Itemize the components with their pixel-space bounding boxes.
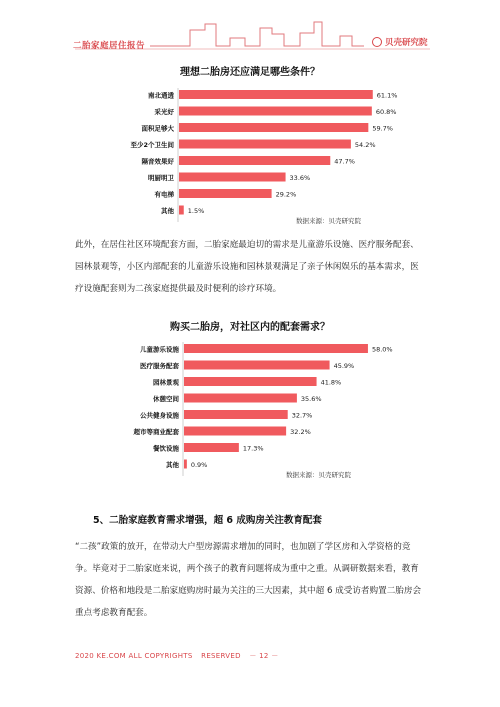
chart1-value-label: 33.6% [289, 174, 311, 182]
chart2-value-label: 45.9% [333, 362, 355, 370]
shell-logo-icon [372, 37, 382, 47]
chart2-value-label: 32.2% [290, 428, 311, 436]
chart2-category-label: 医疗服务配套 [140, 362, 179, 370]
chart2-title: 购买二胎房，对社区内的配套需求？ [170, 322, 330, 333]
chart2-bar [184, 361, 330, 370]
chart1-category-label: 其他 [161, 207, 174, 215]
section-heading-education: 5、二胎家庭教育需求增强，超 6 成购房关注教育配套 [93, 515, 322, 526]
footer-copyright: 2020 KE.COM ALL COPYRIGHTS [75, 652, 193, 660]
paragraph-community-facilities: 此外，在居住社区环境配套方面，二胎家庭最迫切的需求是儿童游乐设施、医疗服务配套、园林景观等，小区内部配套的儿童游乐设施和园林景观满足了亲子休闲娱乐的基本需求，医疗设施配套则为二孩家庭提供最及时便利的诊疗环境。 [75, 240, 419, 294]
chart2-bars [0, 340, 500, 485]
chart2-bar [184, 410, 288, 419]
chart1-category-label: 明厨明卫 [148, 174, 174, 182]
chart2-value-label: 41.8% [320, 378, 342, 387]
chart2-category-label: 公共健身设施 [140, 411, 179, 420]
chart2-category-label: 超市等商业配套 [133, 428, 179, 436]
chart1-title: 理想二胎房还应满足哪些条件？ [180, 67, 320, 78]
footer-reserved: RESERVED [201, 652, 241, 660]
chart1-bar [179, 189, 272, 198]
report-header [0, 0, 500, 60]
chart2-bar [184, 460, 187, 469]
chart2-bar [184, 427, 286, 436]
chart1-bars [0, 86, 500, 231]
chart2-category-label: 其他 [166, 461, 179, 469]
chart2-source: 数据来源：贝壳研究院 [286, 471, 351, 479]
chart1-category-label: 南北通透 [148, 91, 174, 100]
chart1-category-label: 有电梯 [154, 190, 174, 199]
chart1-category-label: 面积足够大 [141, 124, 174, 133]
chart1-category-label: 采光好 [154, 108, 174, 116]
chart1-bar [179, 206, 184, 215]
chart1-bar [179, 107, 372, 116]
chart2-category-label: 餐饮设施 [153, 444, 179, 453]
chart1-value-label: 60.8% [375, 108, 397, 116]
chart2-category-label: 休憩空间 [153, 395, 179, 403]
chart2-bar [184, 443, 239, 452]
report-title: 二胎家庭居住报告 [73, 41, 146, 51]
chart2-category-label: 园林景观 [153, 378, 179, 387]
chart1-value-label: 54.2% [354, 141, 376, 149]
chart1-value-label: 61.1% [376, 91, 398, 100]
chart1-bar [179, 156, 330, 165]
chart2-value-label: 35.6% [300, 395, 322, 403]
chart1-value-label: 59.7% [372, 124, 393, 133]
chart1-category-label: 至少2个卫生间 [130, 141, 174, 149]
page-number: － 12 － [249, 652, 279, 660]
chart2-value-label: 58.0% [371, 345, 393, 354]
chart1-bar [179, 90, 373, 99]
chart1-source: 数据来源：贝壳研究院 [296, 217, 361, 225]
chart2-value-label: 32.7% [291, 411, 313, 420]
brand-name: 贝壳研究院 [385, 38, 428, 48]
chart1-category-label: 隔音效果好 [141, 157, 174, 166]
chart2-bar [184, 344, 368, 353]
brand-logo [372, 36, 428, 48]
chart2-category-label: 儿童游乐设施 [140, 345, 179, 354]
skyline-decoration [0, 0, 500, 60]
chart2-value-label: 17.3% [242, 444, 264, 453]
paragraph-education: “二孩”政策的放开，在带动大户型房源需求增加的同时，也加剧了学区房和入学资格的竞争。毕竟对于二胎家庭来说，两个孩子的教育问题将成为重中之重。从调研数据来看，教育资源、价格和地段是二胎家庭购房时最为关注的三大因素，其中超 6 成受访者购置二胎房会重点考虑教育配套。 [75, 542, 422, 618]
page-footer [75, 651, 285, 661]
chart2-bar [184, 377, 317, 386]
chart1-bar [179, 140, 351, 149]
chart1-value-label: 29.2% [275, 190, 297, 199]
chart2-value-label: 0.9% [190, 461, 208, 469]
chart1-value-label: 47.7% [334, 157, 355, 166]
chart1-value-label: 1.5% [187, 207, 205, 215]
chart2-bar [184, 394, 297, 403]
chart1-bar [179, 123, 368, 132]
chart1-bar [179, 173, 286, 182]
